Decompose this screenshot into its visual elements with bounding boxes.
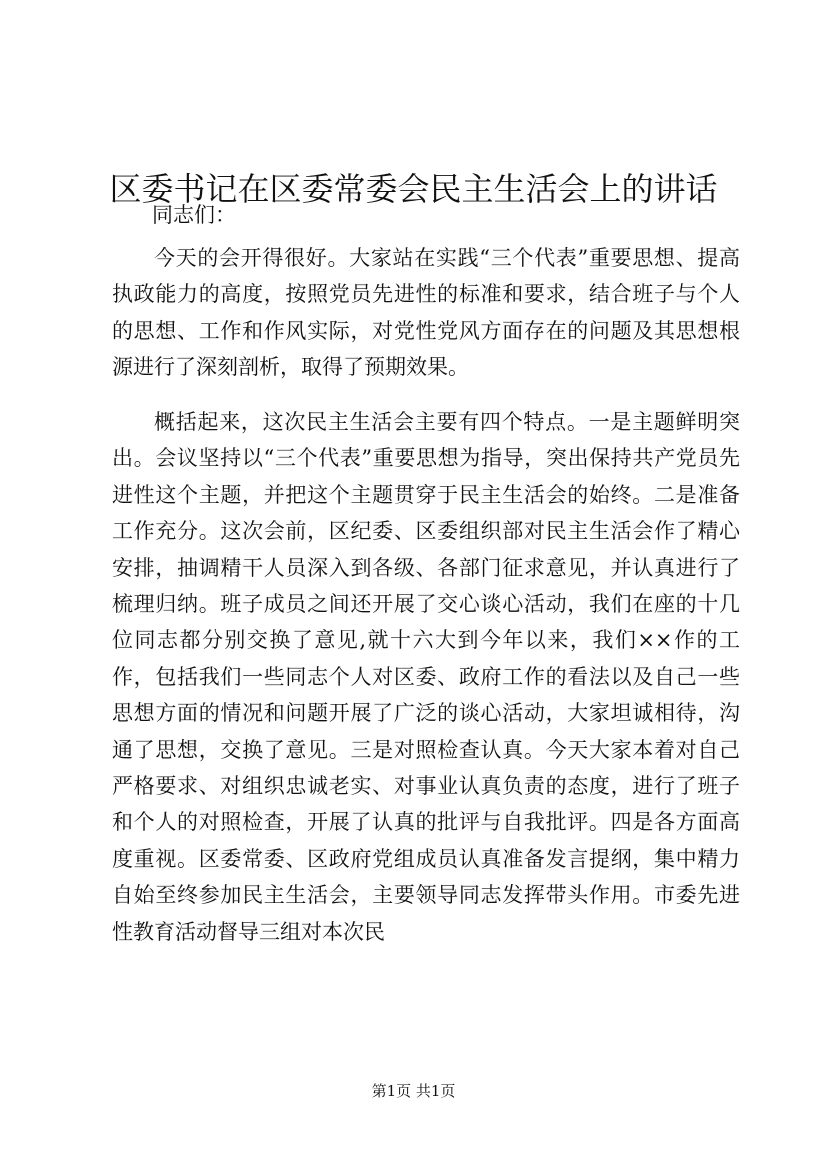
greeting-line: 同志们： [152,203,236,227]
paragraph-2: 概括起来，这次民主生活会主要有四个特点。一是主题鲜明突出。会议坚持以“三个代表”重要思想为指导，突出保持共产党员先进性这个主题，并把这个主题贯穿于民主生活会的始终。二是准备工作充分。这次会前，区纪委、区委组织部对民主生活会作了精心安排，抽调精干人员深入到各级、各部门征求意见，并认真进行了梳理归纳。班子成员之间还开展了交心谈心活动，我们在座的十几位同志都分别交换了意见,就十六大到今年以来，我们××作的工作，包括我们一些同志个人对区委、政府工作的看法以及自己一些思想方面的情况和问题开展了广泛的谈心活动，大家坦诚相待，沟通了思想，交换了意见。三是对照检查认真。今天大家本着对自己严格要求、对组织忠诚老实、对事业认真负责的态度，进行了班子和个人的对照检查，开展了认真的批评与自我批评。四是各方面高度重视。区委常委、区政府党组成员认真准备发言提纲，集中精力自始至终参加民主生活会，主要领导同志发挥带头作用。市委先进性教育活动督导三组对本次民 [112,410,740,944]
paragraph-1: 今天的会开得很好。大家站在实践“三个代表”重要思想、提高执政能力的高度，按照党员先进性的标准和要求，结合班子与个人的思想、工作和作风实际，对党性党风方面存在的问题及其思想根源进行了深刻剖析，取得了预期效果。 [112,246,740,380]
page-number-footer: 第1页 共1页 [371,1082,456,1100]
document-title: 区委书记在区委常委会民主生活会上的讲话 [109,170,718,209]
